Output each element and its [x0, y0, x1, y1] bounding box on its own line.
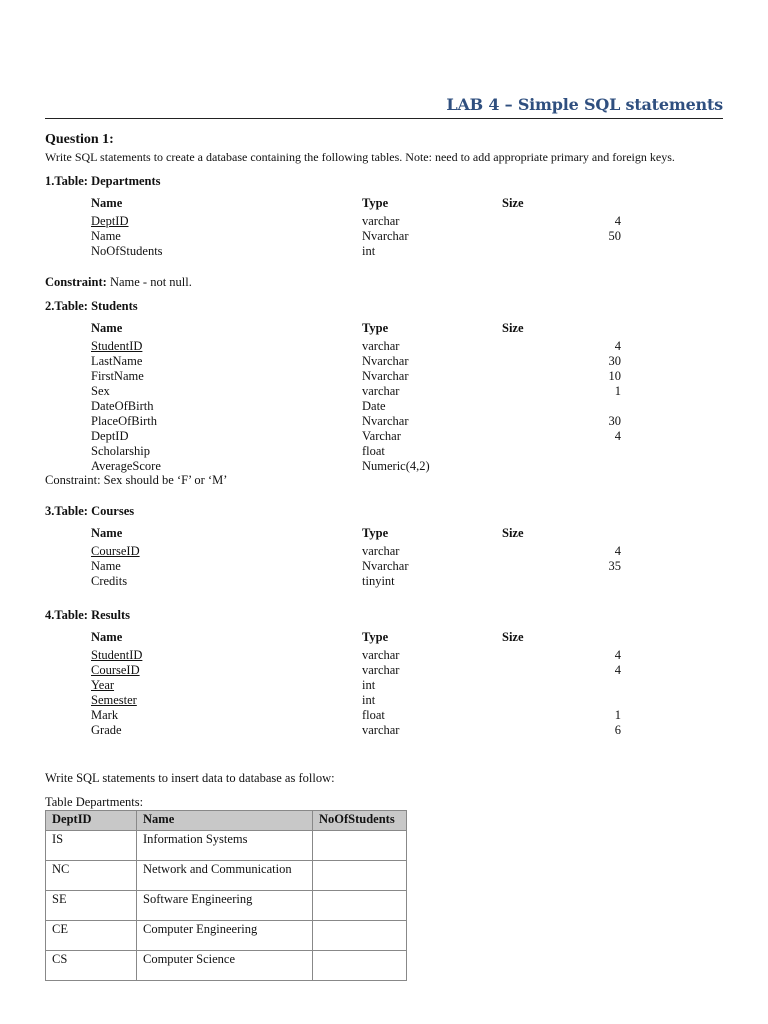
question-text: Write SQL statements to create a database containing the following tables. Note: need to add appropriate primary and foreign keys.	[45, 150, 675, 164]
column-name: Year	[91, 678, 115, 692]
schema-column-row	[91, 544, 621, 559]
table-row	[46, 861, 407, 891]
column-size: 4	[614, 214, 621, 228]
table-row	[46, 831, 407, 861]
schema-column-row	[91, 723, 621, 738]
column-type: Numeric(4,2)	[362, 459, 430, 473]
schema-column-row	[91, 693, 591, 708]
column-type: float	[362, 444, 385, 458]
column-size: 30	[608, 354, 621, 368]
schema-header-name: Name	[91, 196, 123, 210]
column-header: NoOfStudents	[313, 811, 407, 831]
lab-title: LAB 4 – Simple SQL statements	[446, 95, 723, 114]
column-type: int	[362, 678, 376, 692]
column-name: StudentID	[91, 339, 143, 353]
schema-column-row	[91, 339, 621, 354]
constraint-departments	[45, 275, 192, 290]
table-cell	[313, 891, 407, 921]
schema-column-row	[91, 648, 621, 663]
column-header: DeptID	[46, 811, 137, 831]
table-row	[46, 891, 407, 921]
column-size: 6	[614, 723, 621, 737]
table-cell: SE	[46, 891, 137, 921]
column-size: 4	[614, 429, 621, 443]
table-row	[46, 921, 407, 951]
column-name: LastName	[91, 354, 143, 368]
constraint-label: Constraint:	[45, 275, 107, 289]
column-name: DateOfBirth	[91, 399, 154, 413]
column-name: AverageScore	[91, 459, 161, 473]
schema-column-row	[91, 384, 621, 399]
table-cell: Computer Science	[137, 951, 313, 981]
schema-column-row	[91, 354, 621, 369]
column-type: varchar	[362, 544, 400, 558]
column-size: 4	[614, 648, 621, 662]
column-name: Mark	[91, 708, 119, 722]
column-type: float	[362, 708, 385, 722]
schema-column-row	[91, 663, 621, 678]
insert-instruction: Write SQL statements to insert data to database as follow:	[45, 771, 335, 785]
column-header: Name	[137, 811, 313, 831]
column-name: Scholarship	[91, 444, 151, 458]
column-type: Nvarchar	[362, 414, 409, 428]
column-type: varchar	[362, 648, 400, 662]
schema-header-name: Name	[91, 321, 123, 335]
table-cell: IS	[46, 831, 137, 861]
schema-header-row	[91, 630, 591, 648]
departments-caption: Table Departments:	[45, 795, 144, 809]
column-type: varchar	[362, 339, 400, 353]
table-cell	[313, 951, 407, 981]
table-cell: NC	[46, 861, 137, 891]
column-name: NoOfStudents	[91, 244, 163, 258]
schema-results	[91, 630, 621, 738]
table-cell	[313, 921, 407, 951]
schema-header-type: Type	[362, 321, 389, 335]
table-title-courses: 3.Table: Courses	[45, 504, 135, 518]
question-heading: Question 1:	[45, 132, 114, 147]
column-type: tinyint	[362, 574, 395, 588]
table-cell: Software Engineering	[137, 891, 313, 921]
column-size: 4	[614, 339, 621, 353]
schema-header-row	[91, 526, 591, 544]
schema-column-row	[91, 678, 591, 693]
table-title-departments: 1.Table: Departments	[45, 174, 161, 188]
schema-header-name: Name	[91, 630, 123, 644]
column-type: Nvarchar	[362, 354, 409, 368]
schema-header-row	[91, 196, 591, 214]
schema-column-row	[91, 559, 621, 574]
column-type: Nvarchar	[362, 229, 409, 243]
column-type: int	[362, 693, 376, 707]
column-size: 4	[614, 544, 621, 558]
schema-column-row	[91, 214, 621, 229]
schema-header-type: Type	[362, 526, 389, 540]
column-size: 1	[614, 384, 621, 398]
schema-column-row	[91, 429, 621, 444]
schema-column-row	[91, 369, 621, 384]
column-size: 1	[614, 708, 621, 722]
column-size: 10	[608, 369, 621, 383]
schema-column-row	[91, 459, 591, 474]
schema-header-size: Size	[502, 630, 524, 644]
table-row	[46, 951, 407, 981]
column-name: CourseID	[91, 544, 140, 558]
constraint-students: Constraint: Sex should be ‘F’ or ‘M’	[45, 473, 228, 487]
schema-column-row	[91, 244, 591, 259]
schema-column-row	[91, 574, 591, 589]
column-name: Grade	[91, 723, 122, 737]
schema-column-row	[91, 444, 591, 459]
table-cell	[313, 831, 407, 861]
page-header	[45, 94, 723, 119]
column-type: Varchar	[362, 429, 401, 443]
table-cell: Computer Engineering	[137, 921, 313, 951]
schema-header-row	[91, 321, 591, 339]
column-name: PlaceOfBirth	[91, 414, 157, 428]
column-size: 4	[614, 663, 621, 677]
column-size: 35	[608, 559, 621, 573]
column-name: Credits	[91, 574, 128, 588]
column-name: FirstName	[91, 369, 144, 383]
schema-courses	[91, 526, 621, 589]
table-title-results: 4.Table: Results	[45, 608, 130, 622]
schema-column-row	[91, 414, 621, 429]
schema-column-row	[91, 399, 591, 414]
schema-header-size: Size	[502, 526, 524, 540]
column-size: 50	[608, 229, 621, 243]
schema-header-type: Type	[362, 196, 389, 210]
column-name: DeptID	[91, 429, 129, 443]
schema-departments	[91, 196, 621, 259]
schema-header-size: Size	[502, 321, 524, 335]
constraint-text: Name - not null.	[106, 275, 192, 289]
schema-column-row	[91, 229, 621, 244]
column-type: varchar	[362, 214, 400, 228]
schema-header-name: Name	[91, 526, 123, 540]
table-cell: Network and Communication	[137, 861, 313, 891]
schema-header-size: Size	[502, 196, 524, 210]
schema-students	[91, 321, 621, 474]
table-cell: CS	[46, 951, 137, 981]
table-cell: CE	[46, 921, 137, 951]
departments-data-table	[45, 810, 407, 981]
column-type: int	[362, 244, 376, 258]
column-name: CourseID	[91, 663, 140, 677]
column-name: DeptID	[91, 214, 129, 228]
column-type: varchar	[362, 384, 400, 398]
table-title-students: 2.Table: Students	[45, 299, 138, 313]
column-name: Sex	[91, 384, 110, 398]
table-header-row	[46, 811, 407, 831]
column-type: varchar	[362, 723, 400, 737]
schema-header-type: Type	[362, 630, 389, 644]
column-type: varchar	[362, 663, 400, 677]
column-type: Nvarchar	[362, 559, 409, 573]
table-cell	[313, 861, 407, 891]
column-type: Date	[362, 399, 386, 413]
table-cell: Information Systems	[137, 831, 313, 861]
column-size: 30	[608, 414, 621, 428]
column-type: Nvarchar	[362, 369, 409, 383]
column-name: Name	[91, 559, 121, 573]
column-name: Semester	[91, 693, 137, 707]
schema-column-row	[91, 708, 621, 723]
column-name: StudentID	[91, 648, 143, 662]
column-name: Name	[91, 229, 121, 243]
